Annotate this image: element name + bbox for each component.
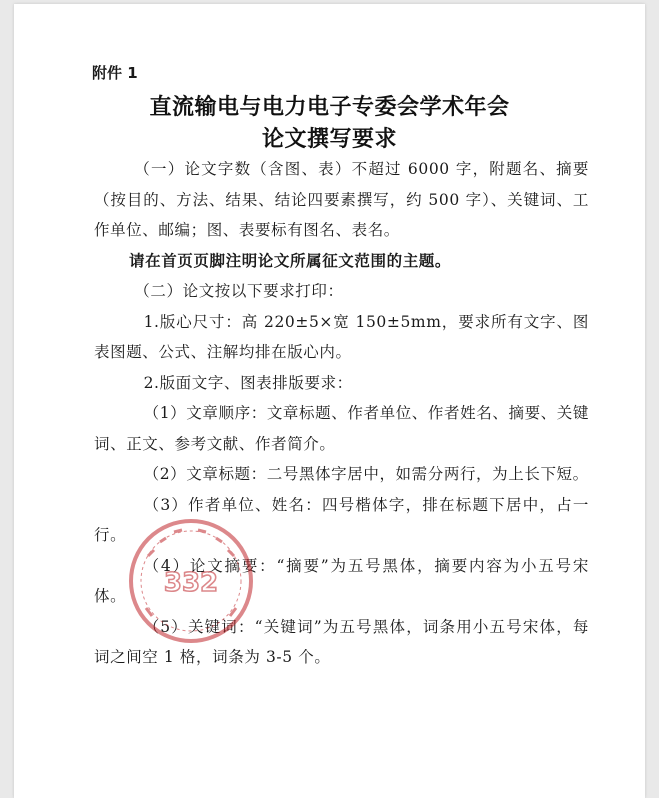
paragraph-article-order: （1）文章顺序：文章标题、作者单位、作者姓名、摘要、关键词、正文、参考文献、作者简介。 (94, 404, 589, 453)
paragraph-word-count: （一）论文字数（含图、表）不超过 6000 字，附题名、摘要（按目的、方法、结果、结论四要素撰写，约 500 字）、关键词、工作单位、邮编；图、表要标有图名、表名。 (94, 160, 589, 239)
paragraph-type-area: 1.版心尺寸：高 220±5×宽 150±5mm，要求所有文字、图表图题、公式、注解均排在版心内。 (94, 312, 589, 361)
seal-number: 332 (163, 568, 219, 598)
paragraph-author-info: （3）作者单位、姓名：四号楷体字，排在标题下居中，占一行。 (94, 495, 589, 544)
paragraph-article-title: （2）文章标题：二号黑体字居中，如需分两行，为上长下短。 (143, 465, 589, 483)
document-title: 直流输电与电力电子专委会学术年会 (149, 95, 510, 120)
attachment-label: 附件 1 (92, 64, 138, 82)
paragraph-footer-note: 请在首页页脚注明论文所属征文范围的主题。 (129, 251, 452, 270)
document-body (94, 154, 589, 673)
document-page (14, 4, 645, 798)
paragraph-print-requirements: （二）论文按以下要求打印： (134, 282, 344, 300)
document-subtitle: 论文撰写要求 (261, 127, 397, 152)
paragraph-keywords: （5）关键词：“关键词”为五号黑体，词条用小五号宋体，每词之间空 1 格，词条为 3-5 个。 (94, 617, 589, 666)
paragraph-layout: 2.版面文字、图表排版要求： (143, 373, 353, 392)
paragraph-abstract: （4）论文摘要：“摘要”为五号黑体，摘要内容为小五号宋体。 (94, 556, 589, 605)
